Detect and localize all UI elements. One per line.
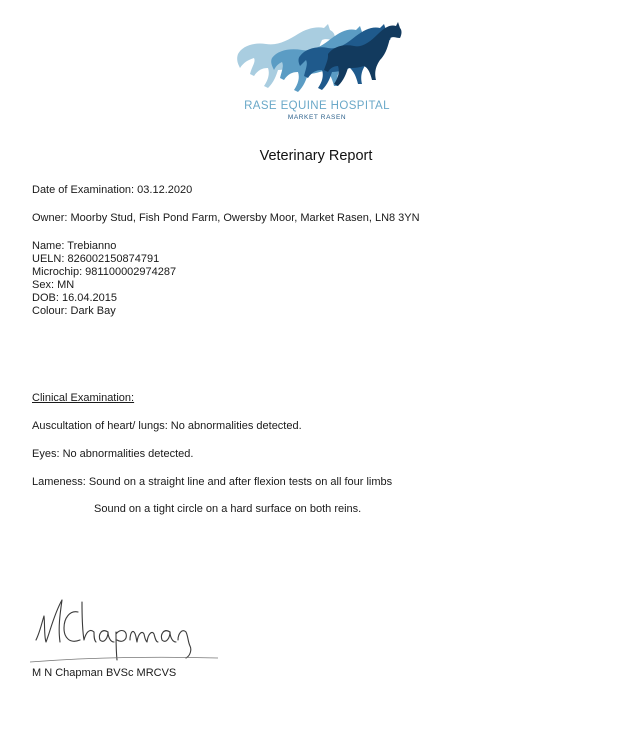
lameness-finding: Lameness: Sound on a straight line and after flexion tests on all four limbs (32, 476, 393, 488)
hospital-name: RASE EQUINE HOSPITAL (244, 100, 390, 112)
auscultation-finding: Auscultation of heart/ lungs: No abnormalities detected. (32, 420, 302, 432)
clinical-examination-heading: Clinical Examination: (32, 392, 135, 404)
examination-date: Date of Examination: 03.12.2020 (32, 184, 193, 196)
veterinarian-name: M N Chapman BVSc MRCVS (32, 667, 177, 679)
handwritten-signature (22, 592, 222, 672)
hospital-logo (232, 18, 402, 121)
horse-dob: DOB: 16.04.2015 (32, 292, 118, 304)
horse-ueln: UELN: 826002150874791 (32, 253, 160, 265)
owner-details: Owner: Moorby Stud, Fish Pond Farm, Owersby Moor, Market Rasen, LN8 3YN (32, 212, 420, 224)
lameness-finding-continued: Sound on a tight circle on a hard surface on both reins. (94, 503, 362, 515)
horse-colour: Colour: Dark Bay (32, 305, 116, 317)
horse-microchip: Microchip: 981100002974287 (32, 266, 177, 278)
horses-logo-icon (232, 18, 402, 100)
signature-icon (22, 592, 222, 672)
horse-sex: Sex: MN (32, 279, 75, 291)
horse-name: Name: Trebianno (32, 240, 117, 252)
report-title: Veterinary Report (259, 148, 373, 164)
eyes-finding: Eyes: No abnormalities detected. (32, 448, 194, 460)
hospital-location: MARKET RASEN (287, 114, 347, 121)
